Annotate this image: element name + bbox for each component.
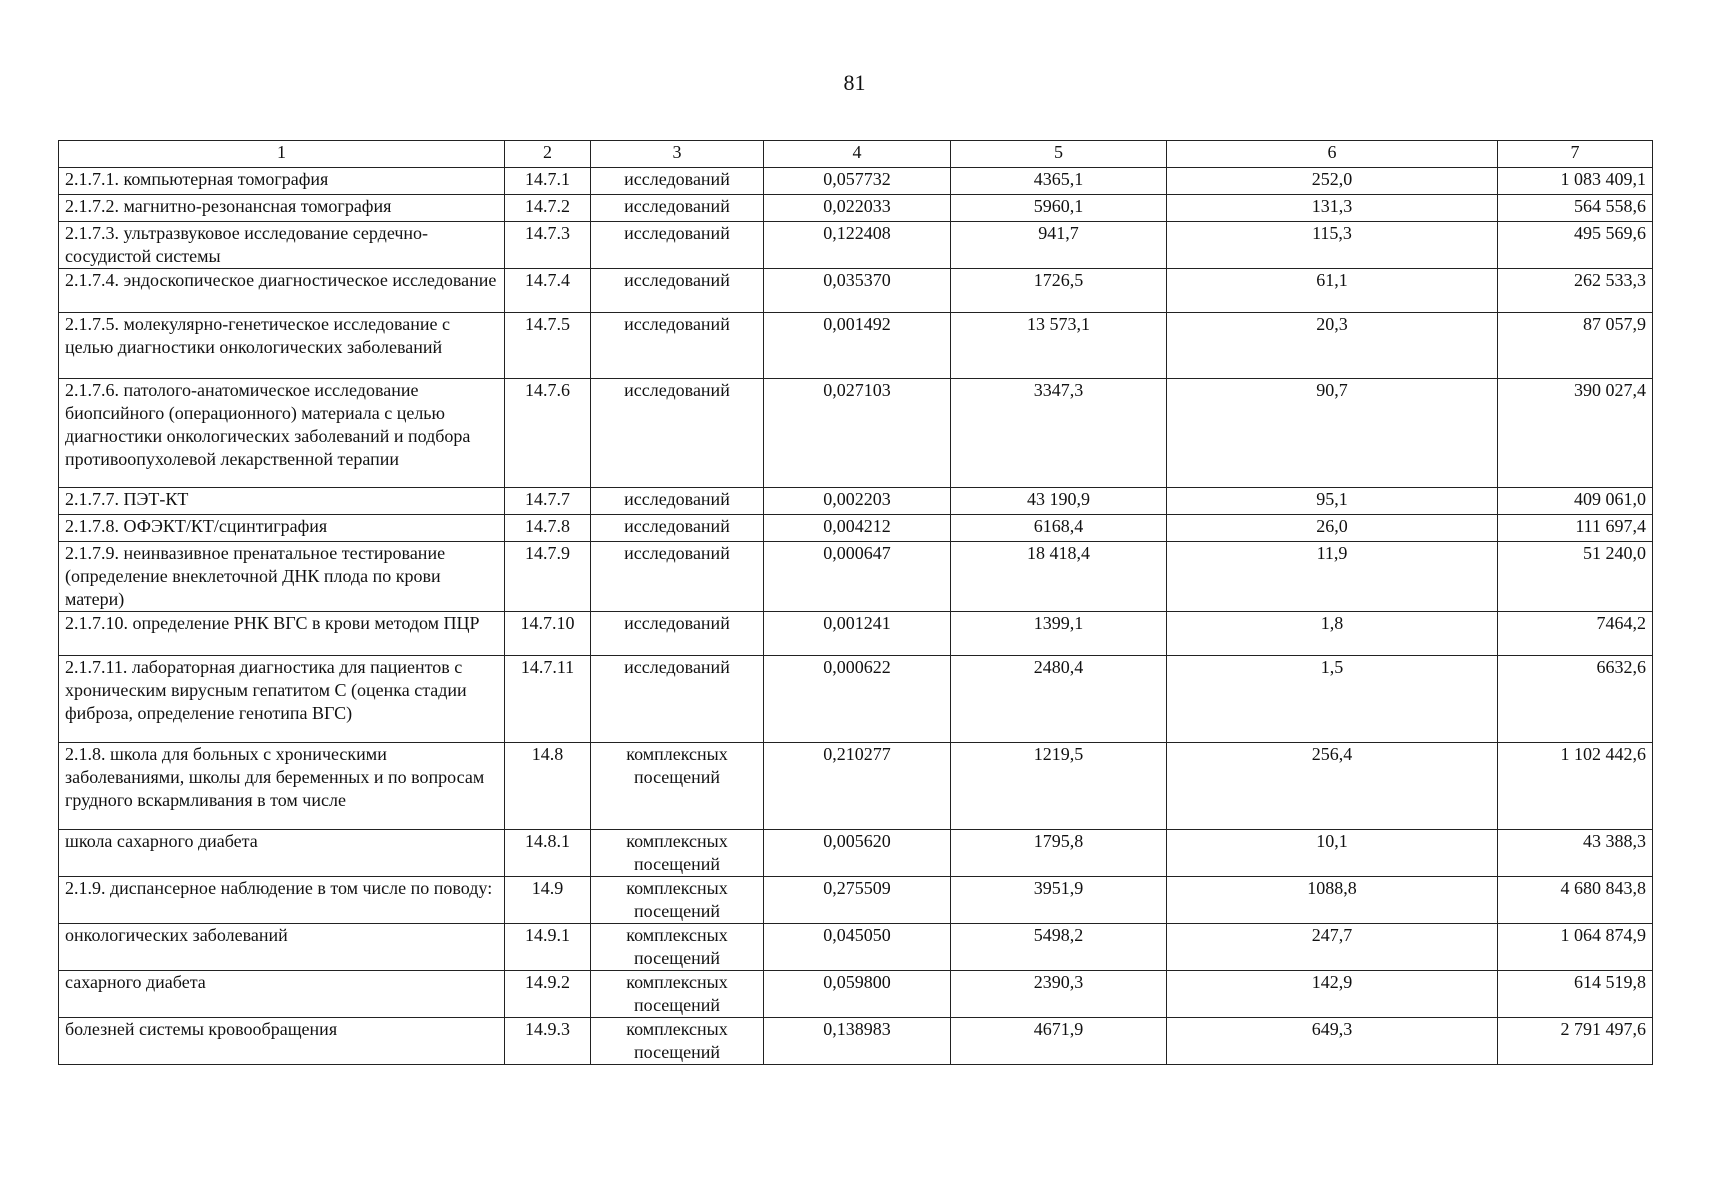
row-unit-cell: комплексных посещений xyxy=(591,1018,764,1065)
row-name-cell: онкологических заболеваний xyxy=(59,924,505,971)
header-cell: 2 xyxy=(505,141,591,168)
row-col5-cell: 5960,1 xyxy=(951,195,1167,222)
row-col4-cell: 0,027103 xyxy=(764,379,951,488)
row-col5-cell: 3347,3 xyxy=(951,379,1167,488)
row-col5-cell: 941,7 xyxy=(951,222,1167,269)
row-unit-cell: исследований xyxy=(591,195,764,222)
row-unit-cell: исследований xyxy=(591,542,764,612)
row-unit-cell: исследований xyxy=(591,379,764,488)
row-name-cell: 2.1.8. школа для больных с хроническими заболеваниями, школы для беременных и по вопросам грудного вскармливания в том числе xyxy=(59,743,505,830)
row-name-cell: 2.1.7.9. неинвазивное пренатальное тестирование (определение внеклеточной ДНК плода по крови матери) xyxy=(59,542,505,612)
row-code-cell: 14.7.3 xyxy=(505,222,591,269)
row-col4-cell: 0,275509 xyxy=(764,877,951,924)
row-col5-cell: 4365,1 xyxy=(951,168,1167,195)
table-row xyxy=(59,269,1653,313)
row-col7-cell: 7464,2 xyxy=(1498,612,1653,656)
row-col7-cell: 2 791 497,6 xyxy=(1498,1018,1653,1065)
row-col4-cell: 0,122408 xyxy=(764,222,951,269)
row-name-cell: 2.1.7.3. ультразвуковое исследование сердечно-сосудистой системы xyxy=(59,222,505,269)
row-code-cell: 14.9.2 xyxy=(505,971,591,1018)
row-code-cell: 14.9 xyxy=(505,877,591,924)
table-row xyxy=(59,877,1653,924)
row-col6-cell: 1,8 xyxy=(1167,612,1498,656)
table-row xyxy=(59,656,1653,743)
row-col4-cell: 0,045050 xyxy=(764,924,951,971)
row-col6-cell: 1088,8 xyxy=(1167,877,1498,924)
row-col4-cell: 0,138983 xyxy=(764,1018,951,1065)
header-cell: 4 xyxy=(764,141,951,168)
row-code-cell: 14.7.5 xyxy=(505,313,591,379)
row-col4-cell: 0,035370 xyxy=(764,269,951,313)
table-header-row xyxy=(59,141,1653,168)
table-row xyxy=(59,222,1653,269)
row-col7-cell: 1 083 409,1 xyxy=(1498,168,1653,195)
row-name-cell: 2.1.7.1. компьютерная томография xyxy=(59,168,505,195)
row-code-cell: 14.8.1 xyxy=(505,830,591,877)
row-code-cell: 14.7.6 xyxy=(505,379,591,488)
row-unit-cell: исследований xyxy=(591,168,764,195)
row-code-cell: 14.8 xyxy=(505,743,591,830)
row-name-cell: 2.1.7.6. патолого-анатомическое исследование биопсийного (операционного) материала с целью диагностики онкологических заболеваний и подбора противоопухолевой лекарственной терапии xyxy=(59,379,505,488)
row-unit-cell: комплексных посещений xyxy=(591,830,764,877)
row-col5-cell: 4671,9 xyxy=(951,1018,1167,1065)
table-row xyxy=(59,515,1653,542)
row-unit-cell: исследований xyxy=(591,656,764,743)
row-col5-cell: 2480,4 xyxy=(951,656,1167,743)
row-unit-cell: исследований xyxy=(591,488,764,515)
row-col5-cell: 3951,9 xyxy=(951,877,1167,924)
row-code-cell: 14.9.1 xyxy=(505,924,591,971)
row-col5-cell: 1399,1 xyxy=(951,612,1167,656)
table-row xyxy=(59,542,1653,612)
row-col5-cell: 43 190,9 xyxy=(951,488,1167,515)
row-col6-cell: 131,3 xyxy=(1167,195,1498,222)
row-col6-cell: 11,9 xyxy=(1167,542,1498,612)
page-number: 81 xyxy=(843,70,866,95)
row-col6-cell: 61,1 xyxy=(1167,269,1498,313)
row-col7-cell: 87 057,9 xyxy=(1498,313,1653,379)
row-unit-cell: исследований xyxy=(591,515,764,542)
header-cell: 3 xyxy=(591,141,764,168)
row-code-cell: 14.7.8 xyxy=(505,515,591,542)
row-col4-cell: 0,005620 xyxy=(764,830,951,877)
table-row xyxy=(59,379,1653,488)
row-unit-cell: комплексных посещений xyxy=(591,924,764,971)
table-row xyxy=(59,971,1653,1018)
row-col4-cell: 0,001492 xyxy=(764,313,951,379)
row-col5-cell: 1795,8 xyxy=(951,830,1167,877)
row-col6-cell: 252,0 xyxy=(1167,168,1498,195)
row-col5-cell: 13 573,1 xyxy=(951,313,1167,379)
row-col4-cell: 0,002203 xyxy=(764,488,951,515)
header-cell: 1 xyxy=(59,141,505,168)
row-name-cell: 2.1.7.11. лабораторная диагностика для пациентов с хроническим вирусным гепатитом С (оценка стадии фиброза, определение генотипа ВГС) xyxy=(59,656,505,743)
row-col6-cell: 26,0 xyxy=(1167,515,1498,542)
row-col7-cell: 614 519,8 xyxy=(1498,971,1653,1018)
data-table xyxy=(58,140,1653,1065)
row-name-cell: 2.1.9. диспансерное наблюдение в том числе по поводу: xyxy=(59,877,505,924)
row-code-cell: 14.7.2 xyxy=(505,195,591,222)
row-unit-cell: исследований xyxy=(591,222,764,269)
row-col7-cell: 409 061,0 xyxy=(1498,488,1653,515)
row-code-cell: 14.7.10 xyxy=(505,612,591,656)
row-col6-cell: 256,4 xyxy=(1167,743,1498,830)
row-code-cell: 14.7.11 xyxy=(505,656,591,743)
row-col7-cell: 564 558,6 xyxy=(1498,195,1653,222)
row-col7-cell: 43 388,3 xyxy=(1498,830,1653,877)
row-unit-cell: комплексных посещений xyxy=(591,877,764,924)
row-col6-cell: 649,3 xyxy=(1167,1018,1498,1065)
row-col5-cell: 1219,5 xyxy=(951,743,1167,830)
row-col6-cell: 115,3 xyxy=(1167,222,1498,269)
table-row xyxy=(59,488,1653,515)
row-col5-cell: 2390,3 xyxy=(951,971,1167,1018)
table-row xyxy=(59,743,1653,830)
row-col7-cell: 51 240,0 xyxy=(1498,542,1653,612)
row-col4-cell: 0,000647 xyxy=(764,542,951,612)
row-name-cell: школа сахарного диабета xyxy=(59,830,505,877)
row-col6-cell: 1,5 xyxy=(1167,656,1498,743)
row-col6-cell: 90,7 xyxy=(1167,379,1498,488)
row-col7-cell: 390 027,4 xyxy=(1498,379,1653,488)
row-unit-cell: комплексных посещений xyxy=(591,971,764,1018)
row-col4-cell: 0,057732 xyxy=(764,168,951,195)
row-name-cell: 2.1.7.5. молекулярно-генетическое исследование с целью диагностики онкологических заболеваний xyxy=(59,313,505,379)
row-col6-cell: 247,7 xyxy=(1167,924,1498,971)
row-col4-cell: 0,059800 xyxy=(764,971,951,1018)
row-col5-cell: 5498,2 xyxy=(951,924,1167,971)
header-cell: 6 xyxy=(1167,141,1498,168)
row-col4-cell: 0,001241 xyxy=(764,612,951,656)
row-col5-cell: 18 418,4 xyxy=(951,542,1167,612)
table-row xyxy=(59,1018,1653,1065)
row-code-cell: 14.7.7 xyxy=(505,488,591,515)
row-col7-cell: 262 533,3 xyxy=(1498,269,1653,313)
row-code-cell: 14.7.9 xyxy=(505,542,591,612)
row-col7-cell: 6632,6 xyxy=(1498,656,1653,743)
row-col4-cell: 0,210277 xyxy=(764,743,951,830)
row-code-cell: 14.7.1 xyxy=(505,168,591,195)
row-name-cell: 2.1.7.2. магнитно-резонансная томография xyxy=(59,195,505,222)
row-col7-cell: 1 102 442,6 xyxy=(1498,743,1653,830)
row-col6-cell: 142,9 xyxy=(1167,971,1498,1018)
table-row xyxy=(59,168,1653,195)
table-row xyxy=(59,924,1653,971)
table-row xyxy=(59,195,1653,222)
row-col4-cell: 0,022033 xyxy=(764,195,951,222)
row-code-cell: 14.7.4 xyxy=(505,269,591,313)
row-unit-cell: исследований xyxy=(591,313,764,379)
row-unit-cell: исследований xyxy=(591,612,764,656)
header-cell: 5 xyxy=(951,141,1167,168)
row-col6-cell: 10,1 xyxy=(1167,830,1498,877)
row-name-cell: сахарного диабета xyxy=(59,971,505,1018)
table-row xyxy=(59,313,1653,379)
row-code-cell: 14.9.3 xyxy=(505,1018,591,1065)
row-col6-cell: 20,3 xyxy=(1167,313,1498,379)
row-unit-cell: комплексных посещений xyxy=(591,743,764,830)
row-unit-cell: исследований xyxy=(591,269,764,313)
table-row xyxy=(59,612,1653,656)
table-row xyxy=(59,830,1653,877)
row-col7-cell: 495 569,6 xyxy=(1498,222,1653,269)
row-col7-cell: 111 697,4 xyxy=(1498,515,1653,542)
row-col7-cell: 1 064 874,9 xyxy=(1498,924,1653,971)
row-col6-cell: 95,1 xyxy=(1167,488,1498,515)
header-cell: 7 xyxy=(1498,141,1653,168)
row-name-cell: 2.1.7.8. ОФЭКТ/КТ/сцинтиграфия xyxy=(59,515,505,542)
row-col5-cell: 1726,5 xyxy=(951,269,1167,313)
row-col4-cell: 0,000622 xyxy=(764,656,951,743)
row-col5-cell: 6168,4 xyxy=(951,515,1167,542)
row-name-cell: 2.1.7.10. определение РНК ВГС в крови методом ПЦР xyxy=(59,612,505,656)
row-col4-cell: 0,004212 xyxy=(764,515,951,542)
row-name-cell: болезней системы кровообращения xyxy=(59,1018,505,1065)
row-col7-cell: 4 680 843,8 xyxy=(1498,877,1653,924)
row-name-cell: 2.1.7.4. эндоскопическое диагностическое исследование xyxy=(59,269,505,313)
row-name-cell: 2.1.7.7. ПЭТ-КТ xyxy=(59,488,505,515)
